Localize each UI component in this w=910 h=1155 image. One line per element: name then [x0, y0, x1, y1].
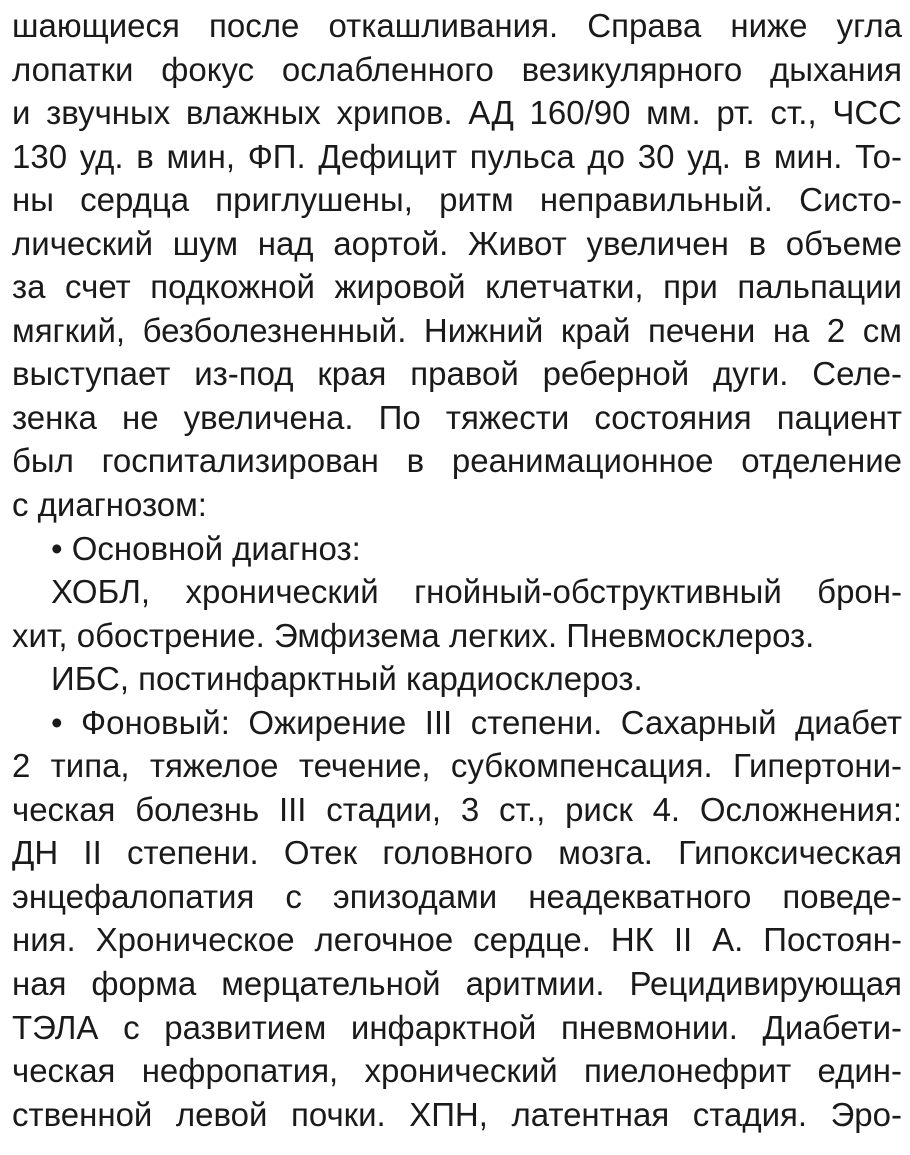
main-diagnosis-heading: • Основной диагноз: — [51, 529, 361, 567]
text-line: 2 типа, тяжелое течение, субкомпенсация. Гипертони- — [12, 747, 902, 785]
text-line: лический шум над аортой. Живот увеличен в объеме — [12, 224, 902, 262]
text-line: ТЭЛА с развитием инфарктной пневмонии. Диабети- — [12, 1008, 902, 1046]
text-line: зенка не увеличена. По тяжести состояния пациент — [12, 398, 902, 436]
text-line: за счет подкожной жировой клетчатки, при пальпации — [12, 268, 902, 306]
text-line: ческая нефропатия, хронический пиелонефрит един- — [12, 1052, 902, 1090]
text-line: ная форма мерцательной аритмии. Рецидивирующая — [12, 965, 902, 1003]
text-line: лопатки фокус ослабленного везикулярного дыхания — [12, 50, 902, 88]
text-line: ны сердца приглушены, ритм неправильный. Систо- — [12, 181, 902, 219]
text-line: хит, обострение. Эмфизема легких. Пневмосклероз. — [12, 616, 815, 654]
text-line: ДН II степени. Отек головного мозга. Гипоксическая — [12, 834, 902, 872]
text-line: ХОБЛ, хронический гнойный-обструктивный брон- — [51, 573, 902, 611]
text-line: шающиеся после откашливания. Справа ниже угла — [12, 7, 902, 44]
text-line: ИБС, постинфарктный кардиосклероз. — [51, 660, 643, 698]
text-line: ческая болезнь III стадии, 3 ст., риск 4. Осложнения: — [12, 790, 902, 828]
text-line: ния. Хроническое легочное сердце. НК II А. Постоян- — [12, 921, 902, 959]
background-diagnosis-heading: • Фоновый: Ожирение III степени. Сахарный диабет — [51, 703, 902, 741]
text-line: с диагнозом: — [12, 486, 207, 524]
text-line: мягкий, безболезненный. Нижний край печени на 2 см — [12, 311, 902, 349]
text-line: и звучных влажных хрипов. АД 160/90 мм. рт. ст., ЧСС — [12, 94, 902, 132]
text-line: энцефалопатия с эпизодами неадекватного поведе- — [12, 877, 902, 915]
text-line: был госпитализирован в реанимационное отделение — [12, 442, 902, 480]
document-text — [12, 4, 902, 1136]
text-line: ственной левой почки. ХПН, латентная стадия. Эро- — [12, 1095, 902, 1133]
text-line: 130 уд. в мин, ФП. Дефицит пульса до 30 уд. в мин. То- — [12, 137, 902, 175]
text-line: выступает из-под края правой реберной дуги. Селе- — [12, 355, 902, 393]
